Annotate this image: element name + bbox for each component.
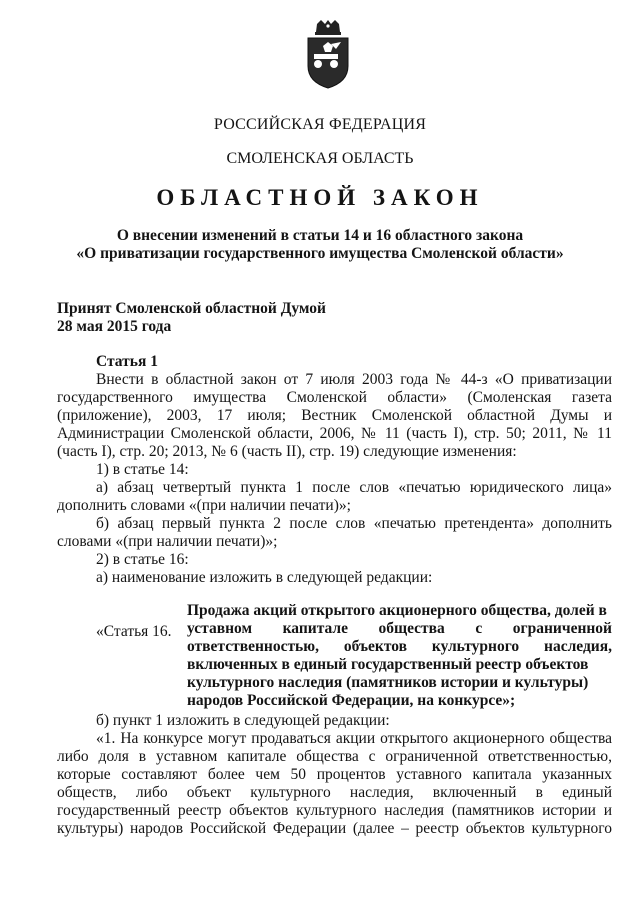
quoted-title-line: уставном капитале общества с ограниченной [187, 620, 612, 637]
body-line: обществ, либо объект культурного наследия, включенный в единый [57, 784, 612, 801]
body-line: б) абзац первый пункта 2 после слов «печатью претендента» дополнить [96, 515, 612, 532]
body-line: Внести в областной закон от 7 июля 2003 года № 44-з «О приватизации [96, 371, 612, 388]
adopted-by: Принят Смоленской областной Думой [57, 300, 326, 317]
body-line: государственный реестр объектов культурного наследия (памятников истории и [57, 802, 612, 819]
body-line: а) абзац четвертый пункта 1 после слов «печатью юридического лица» [96, 479, 612, 496]
law-title-line-1: О внесении изменений в статьи 14 и 16 областного закона [116, 227, 524, 244]
quoted-title-line: культурного наследия (памятников истории и культуры) [187, 674, 589, 691]
article-1-heading: Статья 1 [96, 353, 158, 370]
federation-heading: РОССИЙСКАЯ ФЕДЕРАЦИЯ [213, 116, 427, 133]
body-line: культуры) народов Российской Федерации (далее – реестр объектов культурного [57, 820, 612, 837]
law-title-line-2: «О приватизации государственного имущества Смоленской области» [76, 245, 564, 262]
body-line: (часть I), стр. 20; 2013, № 6 (часть II), стр. 19) следующие изменения: [57, 443, 517, 460]
quoted-title-line: включенных в единый государственный реестр объектов [187, 656, 589, 673]
coat-of-arms-emblem [303, 20, 353, 90]
region-heading: СМОЛЕНСКАЯ ОБЛАСТЬ [226, 150, 414, 167]
body-line: (приложение), 2003, 17 июля; Вестник Смоленской областной Думы и [57, 407, 612, 424]
body-line: «1. На конкурсе могут продаваться акции открытого акционерного общества [96, 730, 612, 747]
body-line: которые составляют более чем 50 процентов уставного капитала указанных [57, 766, 612, 783]
quoted-title-line: народов Российской Федерации, на конкурсе»; [187, 692, 516, 709]
body-line: 1) в статье 14: [96, 461, 189, 478]
body-line: 2) в статье 16: [96, 551, 189, 568]
body-line: Администрации Смоленской области, 2006, № 11 (часть I), стр. 50; 2011, № 11 [57, 425, 612, 442]
body-line: б) пункт 1 изложить в следующей редакции: [96, 712, 390, 729]
document-type-heading: ОБЛАСТНОЙ ЗАКОН [156, 185, 484, 210]
body-line: а) наименование изложить в следующей редакции: [96, 569, 433, 586]
adoption-date: 28 мая 2015 года [57, 318, 172, 335]
quoted-title-line: Продажа акций открытого акционерного общества, долей в [187, 602, 607, 619]
body-line: либо доля в уставном капитале общества с ограниченной ответственностью, [57, 748, 612, 765]
quoted-title-line: ответственностью, объектов культурного наследия, [187, 638, 612, 655]
body-line: дополнить словами «(при наличии печати)»; [57, 497, 351, 514]
body-line: государственного имущества Смоленской области» (Смоленская газета [57, 389, 612, 406]
body-line: словами «(при наличии печати)»; [57, 533, 278, 550]
quoted-article-label: «Статья 16. [96, 623, 172, 640]
